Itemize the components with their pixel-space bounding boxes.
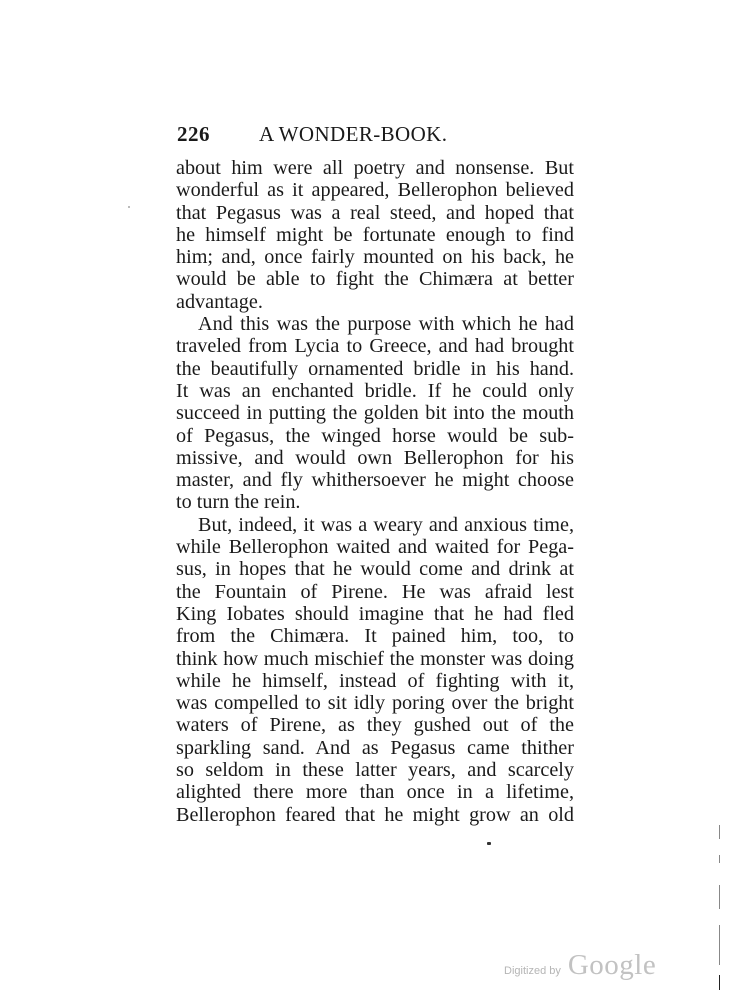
text-line: of Pegasus, the winged horse would be sub- xyxy=(176,424,574,447)
paragraph-2 xyxy=(176,313,574,514)
text-line: from the Chimæra. It pained him, too, to xyxy=(176,625,574,648)
text-line: about him were all poetry and nonsense. But xyxy=(176,157,574,179)
watermark-prefix: Digitized by xyxy=(504,965,561,977)
text-line: was compelled to sit idly poring over the bright xyxy=(176,692,574,715)
text-line: the Fountain of Pirene. He was afraid lest xyxy=(176,580,574,603)
edge-mark xyxy=(719,975,720,990)
text-line: would be able to fight the Chimæra at better xyxy=(176,268,574,291)
paragraph-1 xyxy=(176,157,574,313)
text-line: traveled from Lycia to Greece, and had brought xyxy=(176,335,574,358)
text-line: sparkling sand. And as Pegasus came thither xyxy=(176,736,574,759)
text-line: waters of Pirene, as they gushed out of the xyxy=(176,714,574,737)
running-head xyxy=(177,118,575,148)
text-line: he himself might be fortunate enough to find xyxy=(176,223,574,246)
text-line: missive, and would own Bellerophon for his xyxy=(176,446,574,469)
text-line: sus, in hopes that he would come and drink at xyxy=(176,558,574,581)
text-line: alighted there more than once in a lifetime, xyxy=(176,781,574,804)
ink-mark xyxy=(487,842,491,845)
text-line: him; and, once fairly mounted on his back, he xyxy=(176,246,574,269)
page-number: 226 xyxy=(177,122,210,146)
text-line: It was an enchanted bridle. If he could only xyxy=(176,379,574,402)
text-line: King Iobates should imagine that he had fled xyxy=(176,602,574,625)
edge-mark xyxy=(719,825,720,839)
text-line: to turn the rein. xyxy=(176,491,301,514)
text-line: succeed in putting the golden bit into the mouth xyxy=(176,402,574,425)
running-title: A WONDER-BOOK. xyxy=(259,122,448,146)
scan-speck xyxy=(128,206,130,208)
text-line: while he himself, instead of fighting with it, xyxy=(176,669,574,692)
text-line: think how much mischief the monster was doing xyxy=(176,647,574,670)
text-line: advantage. xyxy=(176,290,263,313)
text-line: master, and fly whithersoever he might choose xyxy=(176,469,574,492)
edge-mark xyxy=(719,925,720,965)
text-line: Bellerophon feared that he might grow an old xyxy=(176,803,574,826)
paragraph-3 xyxy=(176,514,574,826)
text-line: And this was the purpose with which he had xyxy=(198,313,574,336)
text-line: so seldom in these latter years, and scarcely xyxy=(176,759,574,782)
text-line: while Bellerophon waited and waited for Pega- xyxy=(176,536,574,559)
edge-mark xyxy=(719,855,720,863)
text-line: that Pegasus was a real steed, and hoped that xyxy=(176,201,574,224)
edge-mark xyxy=(719,885,720,909)
text-line: But, indeed, it was a weary and anxious time, xyxy=(198,513,574,536)
text-line: wonderful as it appeared, Bellerophon believed xyxy=(176,179,574,202)
google-logo: Google xyxy=(567,949,657,981)
digitized-watermark xyxy=(504,949,656,985)
text-line: the beautifully ornamented bridle in his hand. xyxy=(176,357,574,380)
body-text xyxy=(176,157,574,826)
page-edge-marks xyxy=(719,825,721,990)
